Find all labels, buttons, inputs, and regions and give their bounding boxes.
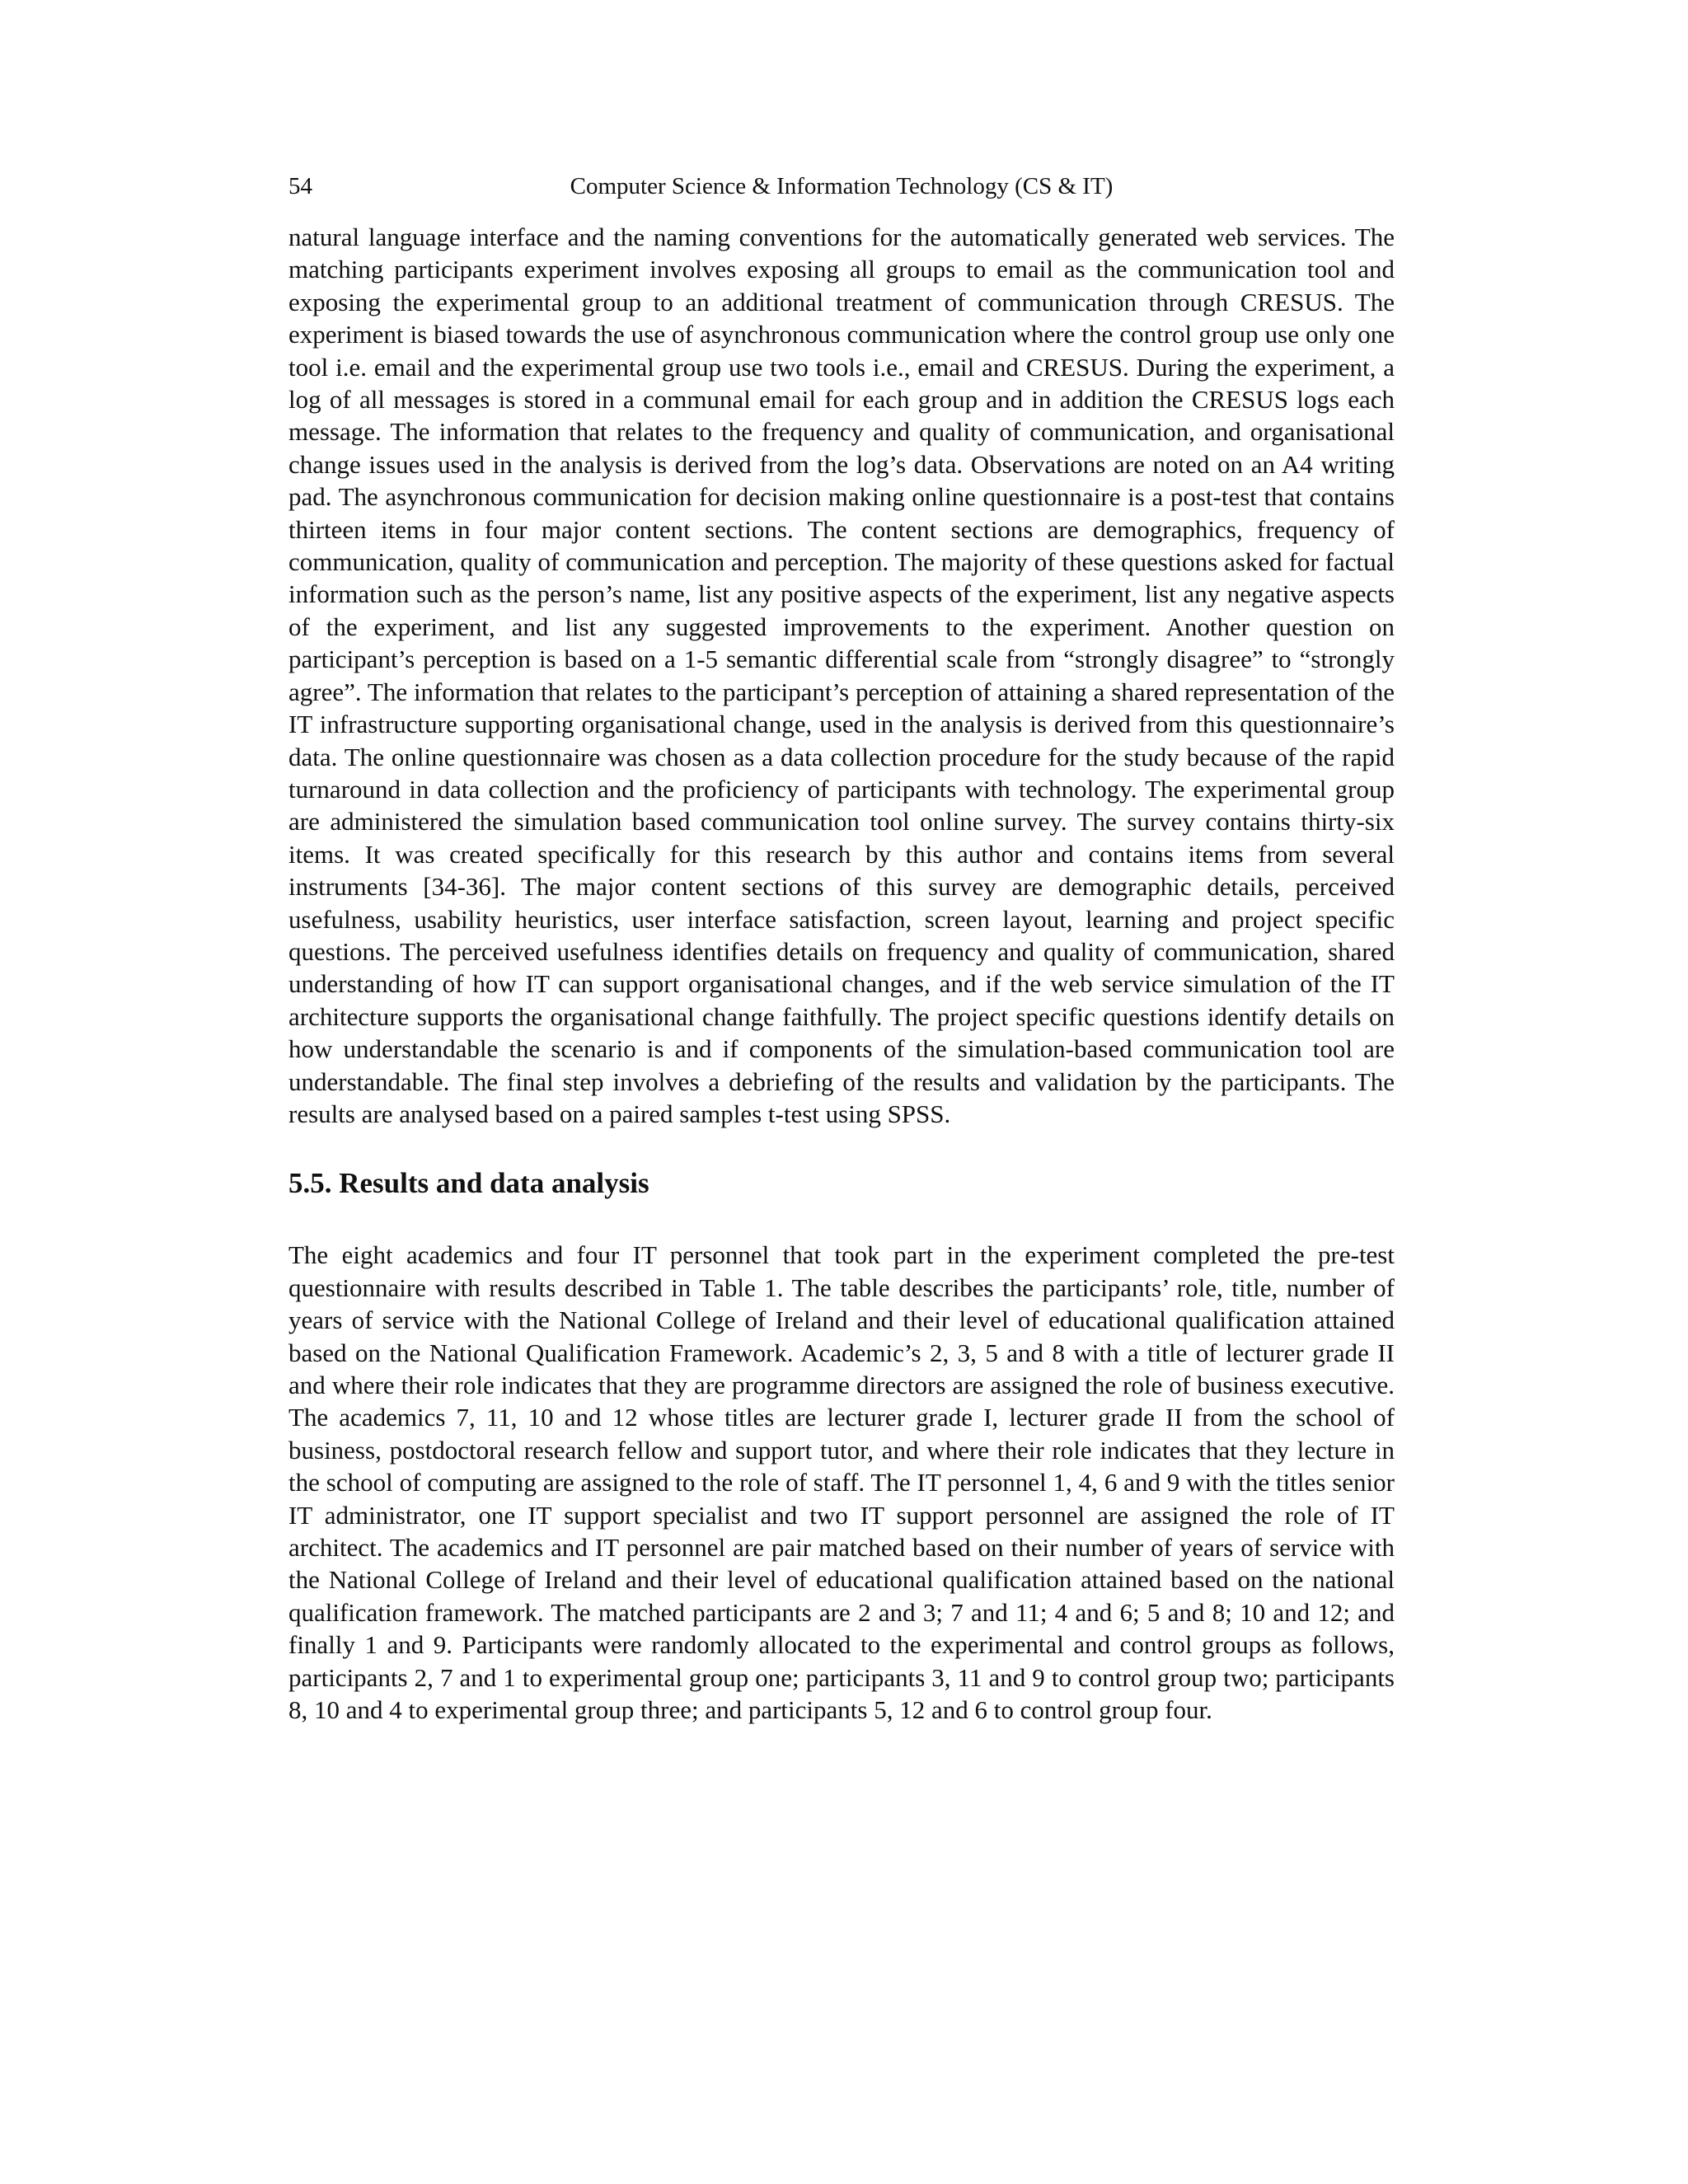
body-paragraph-methodology: natural language interface and the naming conventions for the automatically generated web services. The matching participants experiment involves exposing all groups to email as the communication tool and exposing the experimental group to an additional treatment of communication through CRESUS. The experiment is biased towards the use of asynchronous communication where the control group use only one tool i.e. email and the experimental group use two tools i.e., email and CRESUS. During the experiment, a log of all messages is stored in a communal email for each group and in addition the CRESUS logs each message. The information that relates to the frequency and quality of communication, and organisational change issues used in the analysis is derived from the log’s data. Observations are noted on an A4 writing pad. The asynchronous communication for decision making online questionnaire is a post-test that contains thirteen items in four major content sections. The content sections are demographics, frequency of communication, quality of communication and perception. The majority of these questions asked for factual information such as the person’s name, list any positive aspects of the experiment, list any negative aspects of the experiment, and list any suggested improvements to the experiment. Another question on participant’s perception is based on a 1-5 semantic differential scale from “strongly disagree” to “strongly agree”. The information that relates to the participant’s perception of attaining a shared representation of the IT infrastructure supporting organisational change, used in the analysis is derived from this questionnaire’s data. The online questionnaire was chosen as a data collection procedure for the study because of the rapid turnaround in data collection and the proficiency of participants with technology. The experimental group are administered the simulation based communication tool online survey. The survey contains thirty-six items. It was created specifically for this research by this author and contains items from several instruments [34-36]. The major content sections of this survey are demographic details, perceived usefulness, usability heuristics, user interface satisfaction, screen layout, learning and project specific questions. The perceived usefulness identifies details on frequency and quality of communication, shared understanding of how IT can support organisational changes, and if the web service simulation of the IT architecture supports the organisational change faithfully. The project specific questions identify details on how understandable the scenario is and if components of the simulation-based communication tool are understandable. The final step involves a debriefing of the results and validation by the participants. The results are analysed based on a paired samples t-test using SPSS.	[288, 223, 1395, 1128]
page-number: 54	[288, 173, 312, 199]
section-heading-results: 5.5. Results and data analysis	[288, 1167, 649, 1200]
running-title: Computer Science & Information Technology (CS & IT)	[570, 173, 1114, 199]
page-header	[288, 170, 1395, 203]
body-paragraph-results: The eight academics and four IT personnel that took part in the experiment completed the pre-test questionnaire with results described in Table 1. The table describes the participants’ role, title, number of years of service with the National College of Ireland and their level of educational qualification attained based on the National Qualification Framework. Academic’s 2, 3, 5 and 8 with a title of lecturer grade II and where their role indicates that they are programme directors are assigned the role of business executive. The academics 7, 11, 10 and 12 whose titles are lecturer grade I, lecturer grade II from the school of business, postdoctoral research fellow and support tutor, and where their role indicates that they lecture in the school of computing are assigned to the role of staff. The IT personnel 1, 4, 6 and 9 with the titles senior IT administrator, one IT support specialist and two IT support personnel are assigned the role of IT architect. The academics and IT personnel are pair matched based on their number of years of service with the National College of Ireland and their level of educational qualification attained based on the national qualification framework. The matched participants are 2 and 3; 7 and 11; 4 and 6; 5 and 8; 10 and 12; and finally 1 and 9. Participants were randomly allocated to the experimental and control groups as follows, participants 2, 7 and 1 to experimental group one; participants 3, 11 and 9 to control group two; participants 8, 10 and 4 to experimental group three; and participants 5, 12 and 6 to control group four.	[288, 1240, 1395, 1725]
page-body	[288, 221, 1395, 1726]
